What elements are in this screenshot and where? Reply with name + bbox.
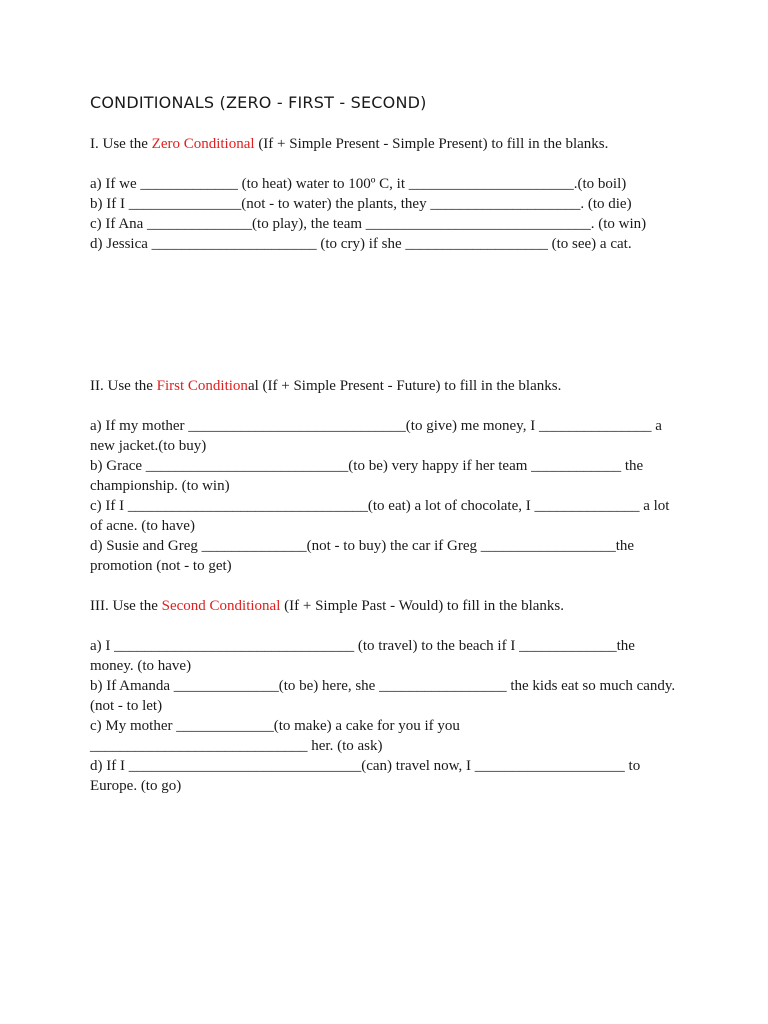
exercise-item: d) Susie and Greg ______________(not - to buy) the car if Greg __________________the promotion (not - to get) bbox=[90, 538, 635, 574]
exercise-item: b) Grace ___________________________(to be) very happy if her team ____________ the championship. (to win) bbox=[90, 458, 644, 494]
heading-text: II. Use the bbox=[90, 378, 157, 394]
exercise-item: c) If Ana ______________(to play), the team ______________________________. (to win) bbox=[90, 216, 647, 232]
exercise-item: a) I ________________________________ (to travel) to the beach if I _____________the money. (to have) bbox=[90, 638, 635, 674]
heading-text: (If + Simple Present - Simple Present) to fill in the blanks. bbox=[254, 136, 609, 152]
exercise-item: c) My mother _____________(to make) a cake for you if you _____________________________ her. (to ask) bbox=[90, 718, 460, 754]
section-heading bbox=[90, 376, 680, 396]
heading-text: al (If + Simple Present - Future) to fill in the blanks. bbox=[247, 378, 562, 394]
section-second-conditional bbox=[90, 596, 680, 796]
section-heading bbox=[90, 134, 680, 154]
page-title: CONDITIONALS (ZERO - FIRST - SECOND) bbox=[90, 93, 427, 112]
exercise-item: d) If I _______________________________(can) travel now, I ____________________ to Europe. (to go) bbox=[90, 758, 641, 794]
exercise-item: a) If we _____________ (to heat) water to 100º C, it ______________________.(to boil) bbox=[90, 176, 627, 192]
exercise-item: c) If I ________________________________(to eat) a lot of chocolate, I ______________ a lot of acne. (to have) bbox=[90, 498, 670, 534]
section-first-conditional bbox=[90, 376, 680, 576]
section-zero-conditional bbox=[90, 134, 680, 254]
section-heading bbox=[90, 596, 680, 616]
exercise-item: d) Jessica ______________________ (to cry) if she ___________________ (to see) a cat. bbox=[90, 236, 632, 252]
exercise-item: b) If I _______________(not - to water) the plants, they ____________________. (to die) bbox=[90, 196, 632, 212]
heading-text: (If + Simple Past - Would) to fill in the blanks. bbox=[280, 598, 565, 614]
exercise-item: a) If my mother _____________________________(to give) me money, I _______________ a new jacket.(to buy) bbox=[90, 418, 662, 454]
heading-highlight: Second Conditional bbox=[161, 598, 281, 614]
exercise-item: b) If Amanda ______________(to be) here, she _________________ the kids eat so much candy. (not - to let) bbox=[90, 678, 676, 714]
heading-highlight: Zero Conditional bbox=[151, 136, 255, 152]
heading-text: I. Use the bbox=[90, 136, 152, 152]
heading-text: III. Use the bbox=[90, 598, 162, 614]
heading-highlight: First Condition bbox=[156, 378, 248, 394]
